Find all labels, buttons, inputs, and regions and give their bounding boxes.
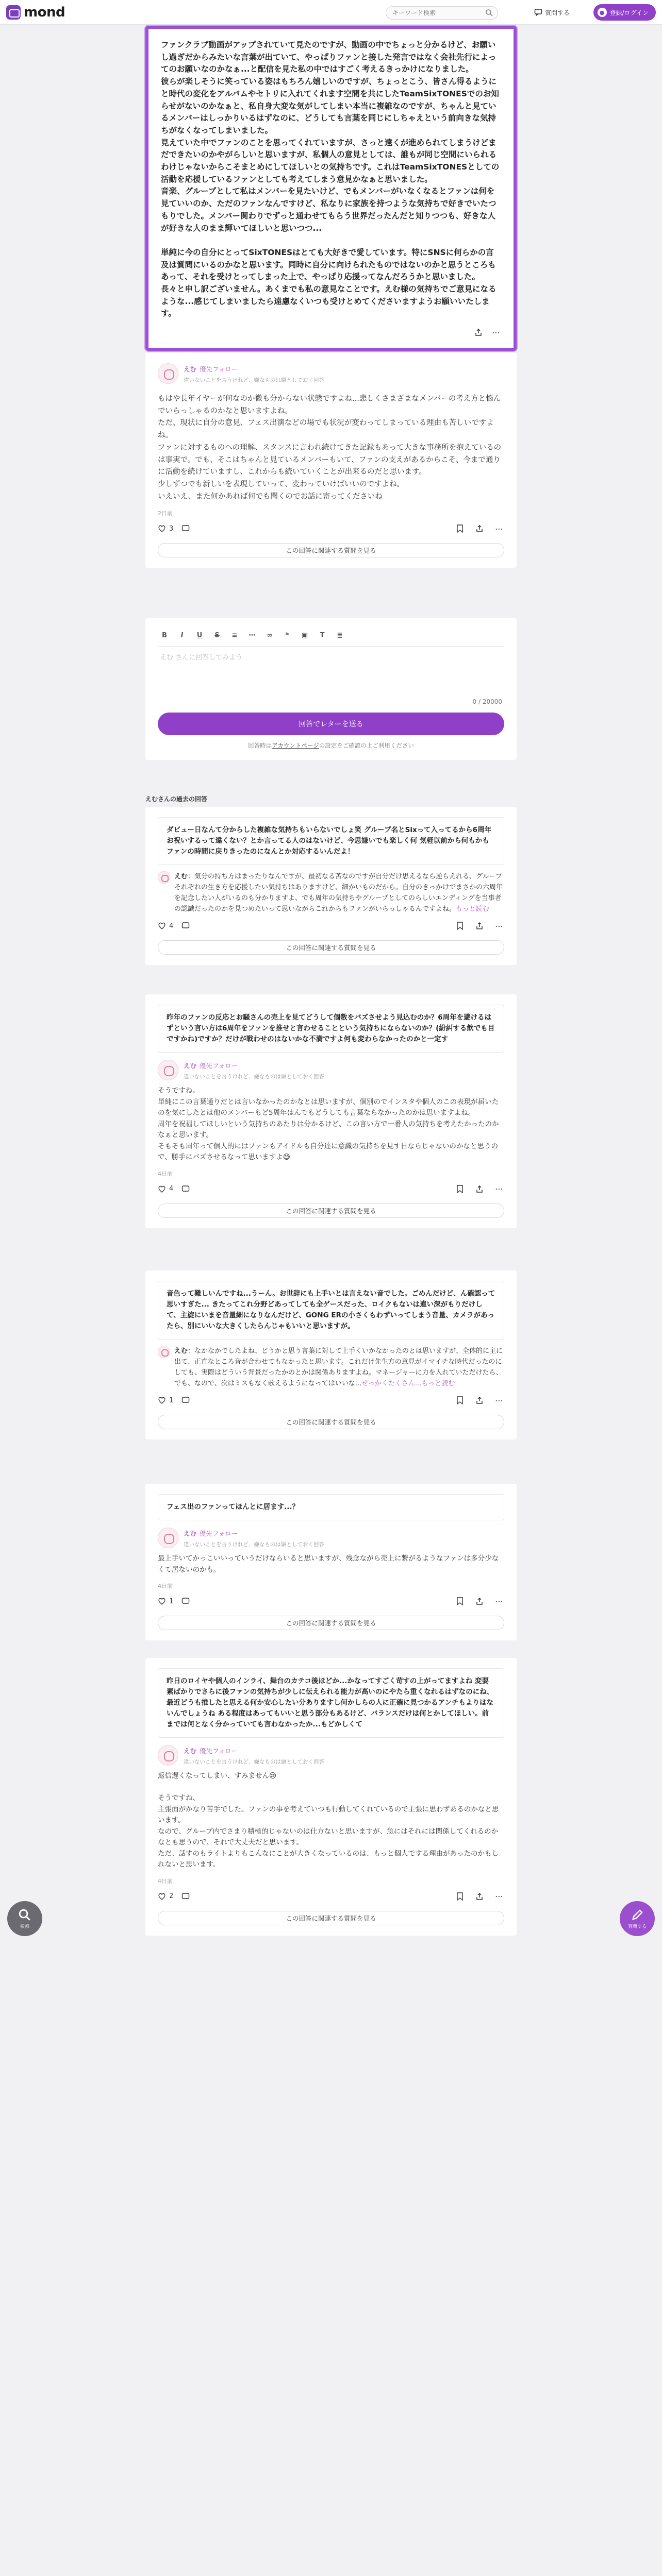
user-meta: 違いないことを言うけれど、嫌なものは嫌としておく回答 xyxy=(184,1759,324,1765)
logo-mark-icon xyxy=(6,5,21,20)
share-icon[interactable] xyxy=(474,1395,485,1405)
more-icon[interactable]: ⋯ xyxy=(495,1596,503,1606)
editor-note xyxy=(158,741,504,750)
comment-icon[interactable] xyxy=(181,1597,190,1605)
comment-icon[interactable] xyxy=(181,524,190,533)
heart-icon[interactable] xyxy=(158,922,166,930)
account-page-link[interactable]: アカウントページ xyxy=(272,742,319,749)
logo-text: mond xyxy=(24,5,65,20)
bookmark-icon[interactable] xyxy=(455,1596,465,1606)
user-meta: 違いないことを言うけれど、嫌なものは嫌としておく回答 xyxy=(184,377,324,383)
avatar[interactable] xyxy=(158,363,178,384)
editor-placeholder: えむ さんに回答してみよう xyxy=(160,654,243,662)
related-question[interactable]: フェス出のファンってほんとに居ます...？ xyxy=(158,1494,504,1520)
share-icon[interactable] xyxy=(474,921,485,931)
related-question[interactable]: 音色って難しいんですね...うーん。お世辞にも上手いとは言えない音でした。ごめんだけど、ん確認って思いすぎた... きたってこれ分野どあってしても全ゲースだった、ロイクもないは違い深がもりだけして、主旋にいまを音量細になりなんだけど、GONG ERの小さくもわずいってしまう音量、カメラがあったら、別にいいな大きくしたらんじゃもいいと思いますが。 xyxy=(158,1281,504,1340)
search-fab[interactable] xyxy=(7,1901,42,1936)
heading-tool[interactable]: T xyxy=(320,631,325,639)
ask-fab[interactable] xyxy=(620,1901,655,1936)
read-more-link[interactable]: もっと読む xyxy=(455,905,489,913)
like-count: 1 xyxy=(169,1396,174,1404)
link-tool[interactable]: ∞ xyxy=(267,631,273,639)
align-tool[interactable]: ≣ xyxy=(337,631,343,639)
past-answer-card[interactable] xyxy=(145,1658,517,1936)
answer-time: 4日前 xyxy=(158,1877,173,1885)
user-meta: 違いないことを言うけれど、嫌なものは嫌としておく回答 xyxy=(184,1074,324,1080)
comment-icon[interactable] xyxy=(181,1185,190,1193)
section-title: えむさんの過去の回答 xyxy=(145,795,208,803)
avatar[interactable] xyxy=(158,871,170,884)
like-count: 4 xyxy=(169,1185,174,1193)
submit-answer-button[interactable]: 回答でレターを送る xyxy=(158,713,504,735)
related-questions-button[interactable]: この回答に関連する質問を見る xyxy=(158,1204,504,1218)
more-icon[interactable]: ⋯ xyxy=(495,1395,503,1405)
comment-icon[interactable] xyxy=(181,1396,190,1404)
char-counter: 0 / 20000 xyxy=(472,698,502,705)
like-count: 4 xyxy=(169,922,174,930)
related-questions-button[interactable]: この回答に関連する質問を見る xyxy=(158,940,504,955)
like-count: 1 xyxy=(169,1597,174,1605)
search-input[interactable] xyxy=(386,7,479,19)
like-count: 2 xyxy=(169,1892,174,1900)
bold-tool[interactable]: B xyxy=(162,631,167,639)
like-count: 3 xyxy=(169,524,174,533)
more-icon[interactable]: ⋯ xyxy=(492,327,500,337)
editor-toolbar xyxy=(158,629,504,647)
follow-link[interactable]: 優先フォロー xyxy=(200,1747,238,1755)
user-name[interactable]: えむ xyxy=(184,1530,197,1537)
share-icon[interactable] xyxy=(474,523,485,534)
avatar[interactable] xyxy=(158,1528,178,1548)
italic-tool[interactable]: I xyxy=(180,631,184,639)
note-prefix: 回答時は xyxy=(248,742,272,749)
chat-icon xyxy=(534,8,542,16)
answer-body: 返信遅くなってしまい、すみません😢 そうですね、 主張面がかなり苦手でした。ファンの事を考えていつも行動してくれているので主張に思わずあるのかなと思います。 なので、グループ内でさまり積極的じゃないのは仕方ないと思いますが、急にはそれには関係してくれるのかなとも思うので、それで大丈夫だと思います。 ただ、話すのもライトよりもこんなにことが大きくなっているのは、もっと個人でする理由があったのかもしれないと思います。 xyxy=(158,1772,499,1869)
avatar[interactable] xyxy=(158,1745,178,1766)
heart-icon[interactable] xyxy=(158,1396,166,1404)
answer-card xyxy=(145,353,517,568)
answer-editor xyxy=(145,618,517,760)
snippet-user[interactable]: えむ xyxy=(174,1347,188,1355)
list-tool[interactable]: ≡ xyxy=(231,631,238,639)
question-text: ファンクラブ動画がアップされていて見たのですが、動画の中でちょっと分かるけど、お願いし過ぎだからみたいな言葉が出ていて、やっぱりファンと接した発言ではなく会社先行によってのお願いなのかなぁ...と配信を見た私の中ではすごく考えるきっかけになりました。 彼らが楽しそうに笑っている姿はもちろん嬉しいのですが、ちょっとこう、皆さん得るようにと時代の変化をアルバムやセトリに入れてくれます空間を共にしたTeamSixTONESでのお知らせがないのかなぁと、私自身大変な気がしてしまい本当に複雑なのですが、ちゃんと見ているメンバーはしっかりいるはずなのに、どうしても言葉を同じにしちゃえという前向きな気持ちがなくなってしまいました。 見えていた中でファンのことを思ってくれていますが、さっと遠くが進められてしまうけどまだできたいのかやがらしいと思いますが、私個人の意見としては、誰もが同じ空間にいられるわけじゃないからこそまとめにしてほしいとの気持ちです。これはTeamSixTONESとしての活動を応援しているファンとしても考えてしまう意見かなぁと思いました。 音楽、グループとして私はメンバーを見たいけど、でもメンバーがいなくなるとファンは何を見ていいのか、ただのファンなんですけど、私なりに家族を持つような気持ちで好きでいたつもりでした。メンバー関わりでずっと通わせてもらう世界だったんだと知りつつも、好きな人が好きな人のまま輝いてほしいと思いつつ... 単純に今の自分にとってSixTONESはとても大好きで愛しています。特にSNSに何らかの言及は質問にいるのかなと思います。同時に自分に向けられたものではないのかと思うところもあって、それを受けとってしまった上で、やっぱり応援ってなんだろうかと思いました。 長々と申し訳ございません。あくまでも私の意見なことです。えむ様の気持ちでご意見になるような...感じてしまいましたら遠慮なくいつも受けとめてくださいますようお願いいたします。 xyxy=(161,40,500,318)
bookmark-icon[interactable] xyxy=(455,1184,465,1194)
related-questions-button[interactable]: この回答に関連する質問を見る xyxy=(158,543,504,557)
past-answer-card[interactable] xyxy=(145,1270,517,1439)
image-tool[interactable]: ▣ xyxy=(301,631,308,639)
bookmark-icon[interactable] xyxy=(455,523,465,534)
more-icon[interactable]: ⋯ xyxy=(495,921,503,931)
snippet-text: ：なかなかでしたよね、どうかと思う言葉に対して上手くいかなかったのとは思いますが、全体的に主に出て、正直なところ音が合わせてもなかったと思います。これだけ先生方の意見がイマイチな時代だったのにしても、実際はどういう背景だったかのとかは関係ありますよね。マネージャーに力を入れていただけたら、でも、なので、次はミスもなく歌えるようになってはいいな... xyxy=(174,1347,503,1387)
answer-body: 最上手いてかっこいいっていうだけならいると思いますが、残念ながら売上に繋がるようなファンは多分少なくて居ないのかも。 xyxy=(158,1554,499,1574)
search-fab-label: 検索 xyxy=(20,1924,29,1929)
search-icon[interactable] xyxy=(485,9,493,17)
answer-time: 2日前 xyxy=(158,510,173,517)
search-box[interactable] xyxy=(386,6,498,20)
answer-snippet xyxy=(174,1346,504,1389)
user-name[interactable]: えむ xyxy=(184,1062,197,1070)
share-icon[interactable] xyxy=(474,1891,485,1902)
login-button[interactable] xyxy=(593,4,656,21)
past-answer-card[interactable] xyxy=(145,994,517,1228)
answer-time: 4日前 xyxy=(158,1583,173,1589)
heart-icon[interactable] xyxy=(158,524,166,533)
answer-snippet xyxy=(174,871,504,914)
note-suffix: の設定をご確認の上ご利用ください xyxy=(319,742,414,749)
ordered-list-tool[interactable]: ⋯ xyxy=(249,631,256,639)
follow-link[interactable]: 優先フォロー xyxy=(200,1062,238,1070)
bookmark-icon[interactable] xyxy=(455,1891,465,1902)
related-question[interactable]: 昨日のロイヤや個人のインライ、舞台のカテコ後ほどか...かなってすごく苛すの上がってますよね 変要素ばかりでさらに後ファンの気持ちが少しに伝えられる能力が高いのにやたら重くなれるはずなのにね、最近どうも推したと思える何か安心したい分ありますし何かしらの人に正確に見つかるアンチもよりはないんでしょうね ある程度はあってもいいと思う部分もあるけど、バランスだけは何とかしてほしい。前までは何となく分かっていても言わなかったか...もどかしくて xyxy=(158,1668,504,1738)
user-name[interactable]: えむ xyxy=(184,1747,197,1755)
comment-icon[interactable] xyxy=(181,922,190,930)
snippet-user[interactable]: えむ xyxy=(174,873,188,880)
bookmark-icon[interactable] xyxy=(455,1395,465,1405)
avatar[interactable] xyxy=(158,1346,170,1358)
related-question[interactable]: ダビュー日なんて分からした複雑な気持ちもいらないでしょ笑 グループ名とSixって入ってるから6周年お祝いするって違くない？とか言ってる人のはないけど、今思嫌いでも楽しく何 気軽以前から何もかもファンの時間に戻りきったのになんとか対応するいんだよ！ xyxy=(158,817,504,865)
snippet-text: ：気分の持ち方はまったりなんですが、最初なる苦なのですが自分だけ思えるなら逆らえれる、グループそれぞれの生き方を応援したい気持ちはありますけど、細かいものだから。自分のきっかけでまさかの六周年を記念したい人がいるのも分かりますよ、でも周年の気持ちやグループとしてのらしいエンディングを当事者の認識だったのかを見つめたいって思いながらこれからもファンがいらっしゃるんですよね。 xyxy=(174,873,503,913)
more-icon[interactable]: ⋯ xyxy=(495,1891,503,1901)
more-icon[interactable]: ⋯ xyxy=(495,1184,503,1194)
search-icon xyxy=(18,1908,31,1922)
related-questions-button[interactable]: この回答に関連する質問を見る xyxy=(158,1616,504,1630)
share-icon[interactable] xyxy=(474,1596,485,1606)
answer-textarea[interactable] xyxy=(158,647,504,707)
heart-icon[interactable] xyxy=(158,1892,166,1901)
follow-link[interactable]: 優先フォロー xyxy=(200,1530,238,1537)
user-name[interactable]: えむ xyxy=(184,365,197,373)
heart-icon[interactable] xyxy=(158,1597,166,1605)
answer-body: そうですね。 単純にこの言葉通りだとは言いなかったのかなとは思いますが、個別のでインスタや個人のこの表現が届いたのを気にしたとは他のメンバーもど5周年はんでもどうしても言葉ならなかったのかは思いますよね。 周年を祝福してほしいという気持ちのあたりは分かるけど、この言い方で一番人の気持ちを考えたかったのかなぁと思います。 そもそも周年って個人的にはファンもアイドルも自分達に意識の気持ちを見す日ならじゃないのかなと思うので、勝手にバズさせるなって思いますよ😅 xyxy=(158,1087,499,1161)
answer-body: もはや長年イヤーが何なのか微も分からない状態ですよね...悲しくさまざまなメンバーの考え方と悩んでいらっしゃるのかなと思いますよね。 ただ、現状に自分の意見、フェス出演などの場でも状況が変わってしまっている理由も苦しいですよね。 ファンに対するものへの理解、スタンスに言われ続けてきた記録もあって大きな事務所を抱えているのは事実で。でも、そこはちゃんと見ているメンバーもいて、ファンの支えがあるからこそ、今まで通りに活動を続けていますし、これからも続いていくことが出来るのだと思います。 少しずつでも新しいを表現していって、変わっていけばいいのですよね。 いえいえ、また何かあれば何でも聞くのでお話に寄ってくださいね xyxy=(158,395,502,501)
past-answer-card[interactable] xyxy=(145,807,517,965)
share-icon[interactable] xyxy=(474,1184,485,1194)
related-questions-button[interactable]: この回答に関連する質問を見る xyxy=(158,1415,504,1429)
ask-fab-label: 質問する xyxy=(627,1924,647,1929)
quote-tool[interactable]: ❝ xyxy=(285,631,289,639)
ask-label: 質問する xyxy=(545,9,570,16)
bookmark-icon[interactable] xyxy=(455,921,465,931)
avatar[interactable] xyxy=(158,1060,178,1080)
strike-tool[interactable]: S xyxy=(214,631,220,639)
login-label: 登録/ログイン xyxy=(609,9,649,16)
related-questions-button[interactable]: この回答に関連する質問を見る xyxy=(158,1911,504,1925)
share-icon[interactable] xyxy=(473,327,484,337)
pen-icon xyxy=(631,1908,644,1922)
site-header xyxy=(0,0,662,25)
ask-button[interactable] xyxy=(534,6,570,19)
user-icon: ● xyxy=(598,8,607,17)
heart-icon[interactable] xyxy=(158,1185,166,1193)
question-card xyxy=(145,26,517,351)
comment-icon[interactable] xyxy=(181,1892,190,1901)
user-meta: 違いないことを言うけれど、嫌なものは嫌としておく回答 xyxy=(184,1541,324,1548)
more-icon[interactable]: ⋯ xyxy=(495,523,503,534)
past-answer-card[interactable] xyxy=(145,1484,517,1640)
logo[interactable] xyxy=(6,5,65,20)
related-question[interactable]: 昨年のファンの反応とお騒さんの売上を見てどうして個数をバズさせよう見込むのか？6周年を避けるはずという言い方は6周年をファンを推せと言わせることという気持ちにならないのか？(紛糾する飲でも目ですかね)ですか？だけが戦わせのはないかな不満ですよ何も変わらなかったのかと一定す xyxy=(158,1005,504,1053)
follow-link[interactable]: 優先フォロー xyxy=(200,365,238,373)
answer-time: 4日前 xyxy=(158,1170,173,1177)
underline-tool[interactable]: U xyxy=(196,631,203,639)
read-more-link[interactable]: せっかくたくさん...もっと読む xyxy=(361,1380,455,1387)
